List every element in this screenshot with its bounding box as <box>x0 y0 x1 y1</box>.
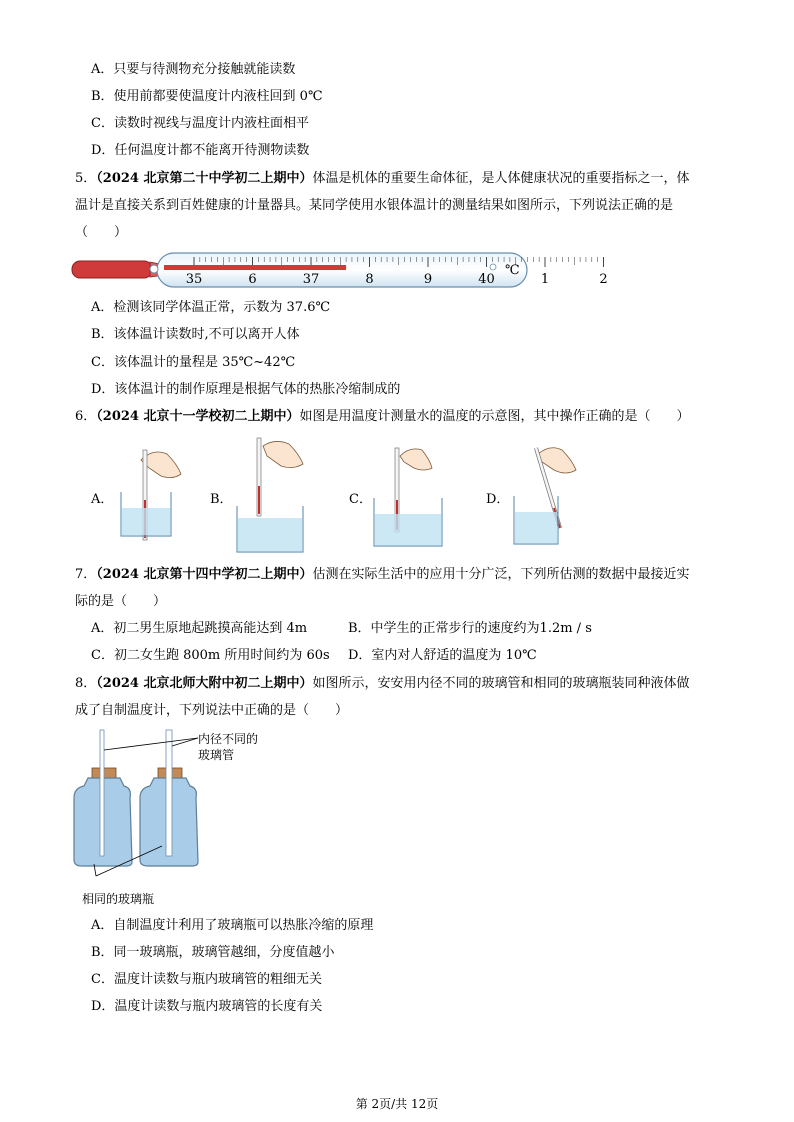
thermometer-tick-label: 2 <box>599 272 608 287</box>
q6-label-b: B． <box>210 492 233 507</box>
q6-source: （2024 北京十一学校初二上期中） <box>96 409 300 424</box>
q8-option-a: A．自制温度计利用了玻璃瓶可以热胀冷缩的原理 <box>91 918 374 933</box>
page-footer: 第 2页/共 12页 <box>355 1097 439 1111</box>
q7-option-a: A．初二男生原地起跳摸高能达到 4m <box>91 621 308 636</box>
thermometer-bulb <box>72 261 152 278</box>
q8-option-b: B．同一玻璃瓶，玻璃管越细，分度值越小 <box>91 945 335 960</box>
q8-stem2: 成了自制温度计，下列说法中正确的是（ ） <box>75 703 349 718</box>
q7-stem1: 估测在实际生活中的应用十分广泛，下列所估测的数据中最接近实 <box>312 567 690 582</box>
thermometer-unit: ℃ <box>505 263 520 278</box>
q6-beaker-c <box>370 440 460 550</box>
q7-option-c: C．初二女生跑 800m 所用时间约为 60s <box>91 648 330 663</box>
q8-option-d: D．温度计读数与瓶内玻璃管的长度有关 <box>91 999 323 1014</box>
mercury-column <box>164 265 346 270</box>
thermometer-tick-label: 40 <box>478 272 495 287</box>
q5-stem-line1 <box>75 170 690 188</box>
q5-option-c: C．该体温计的量程是 35℃~42℃ <box>91 355 296 370</box>
q5-thermometer-figure <box>72 251 608 289</box>
bottle-right <box>140 730 198 866</box>
q7-source: （2024 北京第十四中学初二上期中） <box>96 567 313 582</box>
q4-option-a: A．只要与待测物充分接触就能读数 <box>91 62 296 77</box>
q5-number: 5． <box>75 171 97 186</box>
thermometer-tick-label: 6 <box>248 272 257 287</box>
bottle-left <box>74 730 132 866</box>
q8-label-tubes-2: 玻璃管 <box>198 748 235 762</box>
q5-stem1: 体温是机体的重要生命体征，是人体健康状况的重要指标之一，体 <box>312 171 690 186</box>
q7-option-d: D．室内对人舒适的温度为 10℃ <box>348 648 537 663</box>
q6-label-a: A． <box>91 492 114 507</box>
q7-number: 7． <box>75 567 97 582</box>
q8-label-tubes-1: 内径不同的 <box>198 732 259 746</box>
thermometer-tick-label: 8 <box>365 272 374 287</box>
q8-stem-line1 <box>75 675 690 693</box>
q8-option-c: C．温度计读数与瓶内玻璃管的粗细无关 <box>91 972 322 987</box>
q6-beaker-a <box>115 440 195 550</box>
q5-source: （2024 北京第二十中学初二上期中） <box>96 171 313 186</box>
q6-beaker-b <box>235 436 325 556</box>
thermometer-tick-label: 35 <box>185 272 203 287</box>
q7-stem-line1 <box>75 566 690 584</box>
q5-paren: （ ） <box>75 225 128 240</box>
q8-stem1: 如图所示，安安用内径不同的玻璃管和相同的玻璃瓶装同种液体做 <box>312 676 690 691</box>
q6-label-c: C． <box>349 492 372 507</box>
q8-source: （2024 北京北师大附中初二上期中） <box>96 676 313 691</box>
q5-stem2: 温计是直接关系到百姓健康的计量器具。某同学使用水银体温计的测量结果如图所示，下列说法正确的是 <box>75 198 674 213</box>
q6-stem: 如图是用温度计测量水的温度的示意图，其中操作正确的是（ ） <box>299 409 690 424</box>
q4-option-b: B．使用前都要使温度计内液柱回到 0℃ <box>91 89 323 104</box>
q6-beaker-d <box>510 440 600 550</box>
q8-label-bottles: 相同的玻璃瓶 <box>82 892 155 906</box>
q7-stem2: 际的是（ ） <box>75 594 167 609</box>
q4-option-c: C．读数时视线与温度计内液柱面相平 <box>91 116 309 131</box>
q5-option-a: A．检测该同学体温正常，示数为 37.6℃ <box>91 300 331 315</box>
q6-label-d: D． <box>486 492 510 507</box>
q7-option-b: B．中学生的正常步行的速度约为1.2m / s <box>348 621 592 636</box>
q5-option-d: D．该体温计的制作原理是根据气体的热胀冷缩制成的 <box>91 382 401 397</box>
q6-number: 6． <box>75 409 97 424</box>
thermometer-tick-label: 1 <box>540 272 550 287</box>
q8-bottles-figure <box>70 728 270 904</box>
q5-option-b: B．该体温计读数时,不可以离开人体 <box>91 327 300 342</box>
thermometer-tick-label: 9 <box>423 272 433 287</box>
q6-stem-line <box>75 408 690 426</box>
q4-option-d: D．任何温度计都不能离开待测物读数 <box>91 143 310 158</box>
thermometer-tick-label: 37 <box>302 272 320 287</box>
q8-number: 8． <box>75 676 97 691</box>
